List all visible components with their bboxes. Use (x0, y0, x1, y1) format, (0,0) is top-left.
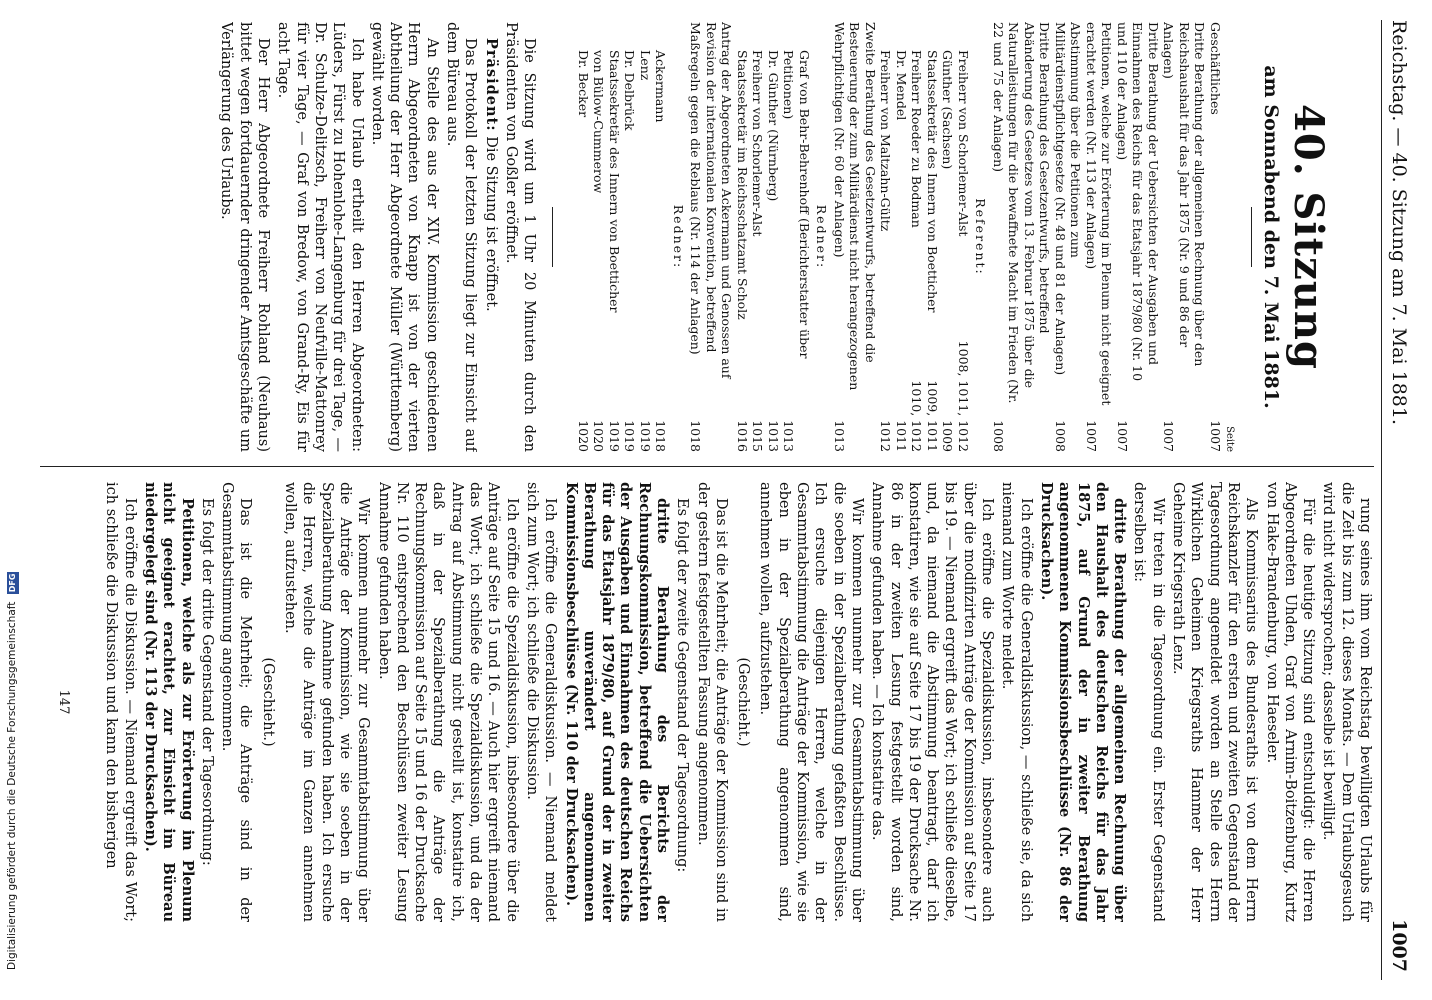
paragraph: Wir treten in die Tagesordnung ein. Erster Gegenstand derselben ist: (1131, 482, 1166, 922)
dfg-logo: DFG (8, 573, 17, 593)
toc-entry-page: 1015 (750, 420, 766, 452)
toc-entry-page: 1008 (1052, 420, 1068, 452)
toc-entry-page: 1019 (637, 420, 653, 452)
paragraph (368, 22, 441, 452)
paragraph: Für die heutige Sitzung sind entschuldigt: die Herren Abgeordneten Uhden, Graf von Arnim-Boitzenburg, Kurtz von Hake-Brandenburg, von Haeseler. (1263, 482, 1317, 922)
section-rule (552, 207, 553, 267)
toc-entry-text: Dritte Berathung der Uebersichten der Ausgaben und Einnahmen des Reichs für das Etatsjahr 1879/80 (Nr. 10 und 110 der Anlagen) (1114, 22, 1161, 382)
toc-entry-text: Petitionen, welche zur Erörterung im Plenum nicht geeignet erachtet werden (Nr. 113 der Anlagen) (1083, 22, 1115, 406)
toc-speaker-entry (909, 22, 925, 452)
toc-entry-page: 1013 (765, 420, 781, 452)
paragraph: Das ist die Mehrheit; die Anträge der Kommission sind in der gestern festgestellten Fassung angenommen. (694, 482, 729, 922)
toc-section-label (973, 22, 989, 452)
paragraph-text: An Stelle des aus der XIV. Kommission geschiedenen Herrn Abgeordneten von Knapp ist von der vierten Abtheilung der Herr Abgeordnete Müller (Württemberg) gewählt worden. (368, 22, 440, 452)
toc-entry-text: Dr. Mendel (893, 50, 909, 121)
toc-entry-page: 1008 (990, 420, 1006, 452)
toc-entry-text: Redner: (814, 204, 830, 270)
agenda-item: Petitionen, welche als zur Erörterung im Plenum nicht geeignet erachtet, zur Einsicht im Büreau niedergelegt sind (Nr. 113 der Drucksachen). (142, 482, 196, 922)
toc-speaker-entry (575, 22, 591, 452)
toc-entry-page: 1007 (1161, 420, 1177, 452)
speaker-name: Präsident: (482, 38, 500, 132)
toc-entry-text: Dr. Delbrück (622, 50, 638, 131)
toc-entry-text: Dr. Becker (575, 50, 591, 118)
toc-entry (1083, 22, 1114, 452)
toc-section-label (670, 22, 686, 452)
toc-speaker-entry (734, 22, 750, 452)
toc-speaker-entry (750, 22, 766, 452)
signature-mark: 147 (56, 689, 72, 715)
paragraph: Es folgt der dritte Gegenstand der Tagesordnung: (198, 498, 215, 866)
toc-entry-page: 1020 (591, 420, 607, 452)
paragraph (481, 22, 499, 452)
toc-entry-page: 1020 (575, 420, 591, 452)
paragraph (274, 22, 365, 452)
paragraph: Es folgt der zweite Gegenstand der Tagesordnung: (674, 498, 691, 873)
toc-entry (1161, 22, 1208, 452)
table-of-contents (575, 22, 1235, 452)
left-body-text (217, 22, 538, 452)
digitization-credit-text: Digitalisierung gefördert durch die Deutsche Forschungsgemeinschaft (6, 601, 18, 970)
toc-entry-text: Zweite Berathung des Gesetzentwurfs, betreffend die Besteuerung der zum Militärdienst nicht herangezogenen Wehrpflichtigen (Nr. 60 der Anlagen) (831, 22, 878, 391)
toc-entry (1114, 22, 1161, 452)
toc-entry (831, 22, 878, 452)
toc-page-header: Seite (1223, 426, 1235, 452)
toc-speaker-entry (591, 22, 607, 452)
right-column (40, 482, 1374, 922)
toc-entry-text: Freiherr von Schorlemer-Alst (750, 50, 766, 237)
toc-entry-page: 1012 (878, 420, 894, 452)
title-rule (1251, 207, 1252, 267)
toc-entry-page: 1016 (734, 420, 750, 452)
right-body-text (102, 482, 1374, 922)
toc-entry-page: 1019 (622, 420, 638, 452)
paragraph: Als Kommissarius des Bundesraths ist von dem Herrn Reichskanzler für den ersten und zweiten Gegenstand der Tagesordnung angemeldet worden an Stelle des Herrn Wirklichen Geheimen Kriegsraths Hammer der Herr Geheime Kriegsrath Lenz. (1170, 482, 1260, 922)
toc-entry-text: von Bülow-Cummerow (591, 50, 607, 194)
toc-entry-text: Antrag der Abgeordneten Ackermann und Genossen auf Revision der internationalen Konvention, betreffend Maßregeln gegen die Reblaus (Nr. 114 der Anlagen) (688, 22, 735, 379)
agenda-item: dritte Berathung des Berichts der Rechnungskommission, betreffend die Uebersichten der Ausgaben und Einnahmen des deutschen Reichs für das Etatsjahr 1879/80, auf Grund der in zweiter Berathung unverändert angenommenen Kommissionsbeschlüsse (Nr. 110 der Drucksachen). (562, 482, 672, 922)
paragraph: Wir kommen nunmehr zur Gesammtabstimmung über die Anträge der Kommission, wie sie soeben in der Spezialberathung Annahme gefunden haben. Ich ersuche die Herren, welche die Anträge im Ganzen annehmen wollen, aufzustehen. (282, 482, 372, 922)
toc-entry-page: 1013 (781, 420, 797, 452)
toc-entry (990, 22, 1052, 452)
toc-entry-text: Dritte Berathung der allgemeinen Rechnung über den Reichshaushalt für das Jahr 1875 (Nr. 9 und 86 der Anlagen) (1161, 22, 1208, 367)
paragraph (443, 22, 480, 452)
toc-entry-page: 1009 (940, 420, 956, 452)
toc-entry-text: Staatssekretär im Reichsschatzamt Scholz (734, 50, 750, 320)
paragraph-text: Ich habe Urlaub ertheilt den Herren Abgeordneten: Lüders, Fürst zu Hohenlohe-Langenburg für drei Tage, — Dr. Schulze-Delitzsch, Freiherr von Neufville-Mattonrey für vier Tage, — Graf von Bredow, von Grand-Ry, Eis für acht Tage. (275, 22, 365, 452)
toc-speaker-entry (955, 22, 971, 452)
toc-section-label (814, 22, 830, 452)
toc-entry-text: Dritte Berathung des Gesetzentwurfs, betreffend Abänderung des Gesetzes vom 13. Februar 1875 über die Naturalleistungen für die bewaffnete Macht im Frieden (Nr. 22 und 75 der Anlagen) (990, 22, 1053, 404)
toc-entry-page: 1018 (653, 420, 669, 452)
toc-speaker-entry (622, 22, 638, 452)
toc-entry-text: Dr. Günther (Nürnberg) (765, 50, 781, 202)
paragraph (217, 22, 272, 452)
paragraph-text: Die Sitzung wird um 1 Uhr 20 Minuten durch den Präsidenten von Goßler eröffnet. (502, 22, 538, 452)
stage-direction: (Geschieht.) (259, 657, 276, 747)
toc-entry-page: 1010, 1012 (909, 380, 925, 452)
toc-entry-page: 1007 (1083, 420, 1099, 452)
toc-entry-text: Günther (Sachsen) (940, 50, 956, 170)
toc-entry (688, 22, 735, 452)
paragraph: Ich eröffne die Generaldiskussion. — Niemand meldet sich zum Wort; ich schließe die Diskussion. (523, 482, 559, 922)
left-column (40, 22, 1374, 452)
toc-speaker-entry (940, 22, 956, 452)
toc-speaker-entry (606, 22, 622, 452)
toc-entry-text: Referent: (973, 198, 989, 276)
paragraph-text: Der Herr Abgeordnete Freiherr Rohland (Neuhaus) bittet wegen fortdauernder dringender Amtsgeschäfte um Verlängerung des Urlaubs. (218, 22, 272, 452)
column-divider (40, 466, 1374, 467)
paragraph: Das ist die Mehrheit; die Anträge sind in der Gesammtabstimmung angenommen. (219, 482, 254, 922)
toc-entry-text: Staatssekretär des Innern von Boetticher (924, 50, 940, 313)
toc-speaker-entry (924, 22, 940, 452)
toc-entry-page: 1007 (1207, 420, 1223, 452)
toc-speaker-entry (878, 22, 894, 452)
toc-entry-page: 1007 (1114, 420, 1130, 452)
toc-entry (1207, 22, 1223, 452)
toc-speaker-entry (893, 22, 909, 452)
digitization-credit (2, 560, 20, 990)
toc-speaker-entry (765, 22, 781, 452)
toc-speaker-entry (653, 22, 669, 452)
toc-entry-text: Staatssekretär des Innern von Boetticher (606, 50, 622, 313)
paragraph: Ich eröffne die Diskussion. — Niemand ergreift das Wort; ich schließe die Diskussion und kann den bisherigen (103, 482, 138, 922)
toc-entry-text: Lenz (637, 50, 653, 81)
toc-speaker-entry (637, 22, 653, 452)
toc-entry-page: 1011 (893, 420, 909, 452)
toc-entry-text: Graf von Behr-Behrenhoff (Berichterstatter über Petitionen) (781, 50, 812, 359)
toc-speaker-entry (781, 22, 812, 452)
toc-entry-text: Freiherr Roeder zu Bodman (909, 50, 925, 228)
toc-entry-page: 1019 (606, 420, 622, 452)
paragraph: Ich eröffne die Spezialdiskussion, insbesondere über die Anträge auf Seite 15 und 16. — Auch hier ergreift niemand das Wort; ich schließe die Spezialdiskussion, und da der Antrag auf Abstimmung nicht gestellt ist, konstatire ich, daß in der Spezialberathung die Anträge der Rechnungskommission auf Seite 15 und 16 der Drucksache Nr. 110 entsprechend den Beschlüssen zweiter Lesung Annahme gefunden haben. (375, 482, 520, 922)
toc-entry-page: 1018 (688, 420, 704, 452)
toc-entry-text: Geschäftliches (1207, 22, 1223, 115)
paragraph: Wir kommen nunmehr zur Gesammtabstimmung über die soeben in der Spezialberathung gefaßten Beschlüsse. Ich ersuche diejenigen Herren, welche in der Gesammtabstimmung die Anträge der Kommission, wie sie eben in der Spezialberathung angenommen sind, annehmen wollen, aufzustehen. (757, 482, 865, 922)
toc-entry-text: Abstimmung über die Petitionen zum Militärdienstpflichtgesetze (Nr. 48 und 81 der Anlagen) (1052, 22, 1084, 376)
session-date: am Sonnabend den 7. Mai 1881. (1260, 65, 1282, 409)
paragraph: Ich eröffne die Spezialdiskussion, insbesondere auch über die modifizirten Anträge der Kommission auf Seite 17 bis 19. — Niemand ergreift das Wort; ich schließe dieselbe, und, da niemand die Abstimmung beantragt, darf ich konstatiren, wie sie auf Seite 17 bis 19 der Drucksache Nr. 86 in der zweiten Lesung festgestellt worden sind, Annahme gefunden haben. — Ich konstatire das. (869, 482, 996, 922)
toc-entry-page: 1013 (831, 420, 847, 452)
toc-entry (1052, 22, 1083, 452)
running-header (1381, 20, 1414, 980)
page-number: 1007 (1388, 919, 1410, 972)
toc-entry-page: 1009, 1011 (924, 380, 940, 452)
toc-entry-page: 1008, 1011, 1012 (955, 340, 971, 452)
agenda-item: dritte Berathung der allgemeinen Rechnung über den Haushalt des deutschen Reichs für das Jahr 1875, auf Grund der in zweiter Berathung angenommenen Kommissionsbeschlüsse (Nr. 86 der Drucksachen). (1037, 482, 1129, 922)
paragraph: rung seines ihm vom Reichstag bewilligten Urlaubs für die Zeit bis zum 12. dieses Monats. — Dem Urlaubsgesuch wird nicht widersprochen; dasselbe ist bewilligt. (1320, 482, 1373, 922)
paragraph (502, 22, 539, 452)
toc-entry-text: Freiherr von Maltzahn-Gültz (878, 50, 894, 232)
paragraph: Ich eröffne die Generaldiskussion, — schließe sie, da sich niemand zum Worte meldet. (999, 482, 1034, 922)
toc-entry-text: Ackermann (653, 50, 669, 123)
stage-direction: (Geschieht.) (735, 657, 752, 747)
paragraph-text: Die Sitzung ist eröffnet. (482, 136, 499, 312)
running-header-title: Reichstag. — 40. Sitzung am 7. Mai 1881. (1388, 20, 1410, 426)
toc-entry-text: Redner: (670, 204, 686, 270)
session-title: 40. Sitzung (1285, 104, 1332, 370)
toc-entry-text: Freiherr von Schorlemer-Alst (955, 50, 971, 237)
paragraph-text: Das Protokoll der letzten Sitzung liegt zur Einsicht auf dem Büreau aus. (444, 22, 479, 452)
